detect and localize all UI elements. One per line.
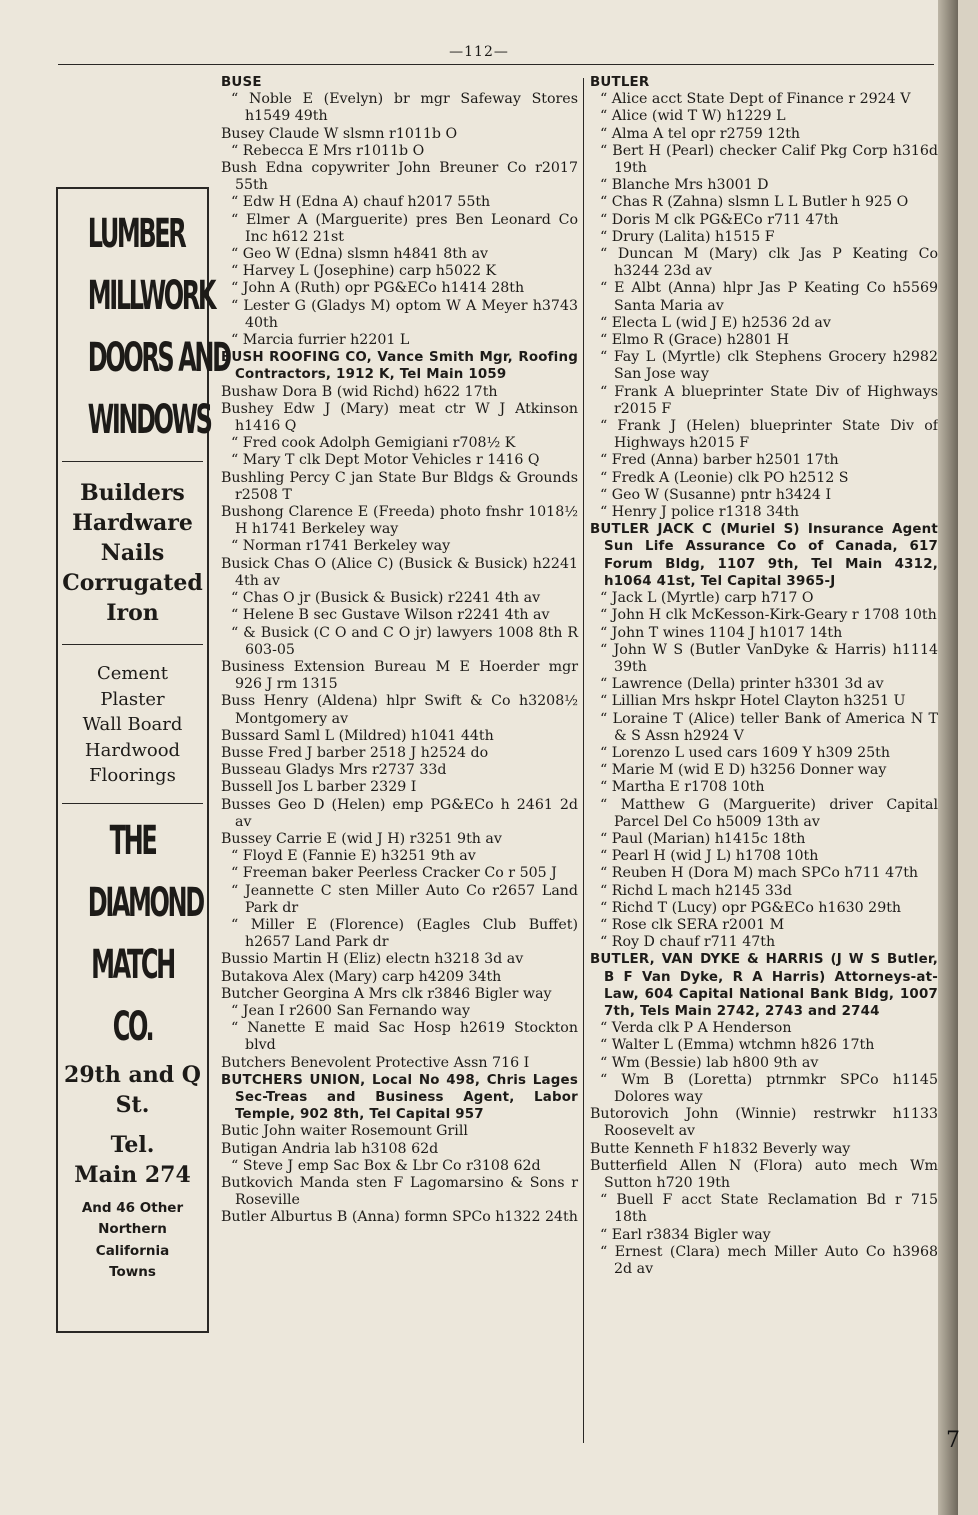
listing-entry: Bussio Martin H (Eliz) electn h3218 3d av bbox=[221, 951, 524, 968]
listing-entry: “ Ernest (Clara) mech Miller Auto Co h3968 2d av bbox=[600, 1243, 938, 1278]
listing-entry: “ Frank A blueprinter State Div of Highways r2015 F bbox=[600, 383, 938, 417]
column-divider bbox=[583, 78, 584, 1443]
listing-entry: “ John H clk McKesson-Kirk-Geary r 1708 10th bbox=[600, 607, 937, 624]
listing-entry: “ Bert H (Pearl) checker Calif Pkg Corp h316d 19th bbox=[600, 142, 938, 177]
ad-material-line: Hardwood bbox=[84, 739, 181, 761]
listing-entry: “ Matthew G (Marguerite) driver Capital Parcel Del Co h5009 13th av bbox=[600, 796, 938, 830]
listing-entry: Butkovich Manda sten F Lagomarsino & Sons r Roseville bbox=[221, 1175, 578, 1209]
listing-entry: “ Henry J police r1318 34th bbox=[600, 504, 800, 521]
listing-entry: “ Geo W (Edna) slsmn h4841 8th av bbox=[231, 246, 489, 263]
listing-entry: Busick Chas O (Alice C) (Busick & Busick) h2241 4th av bbox=[221, 555, 578, 589]
listing-entry: “ Buell F acct State Reclamation Bd r 715 18th bbox=[600, 1192, 938, 1226]
listing-entry: Butte Kenneth F h1832 Beverly way bbox=[590, 1140, 851, 1157]
listing-entry: “ Richd L mach h2145 33d bbox=[600, 882, 792, 899]
listing-entry: “ Helene B sec Gustave Wilson r2241 4th av bbox=[231, 607, 550, 624]
listing-entry: “ Noble E (Evelyn) br mgr Safeway Stores h1549 49th bbox=[231, 91, 578, 125]
listing-entry: “ Fredk A (Leonie) clk PO h2512 S bbox=[600, 469, 849, 486]
listing-entry: Bussard Saml L (Mildred) h1041 44th bbox=[221, 727, 494, 744]
listing-entry: “ Reuben H (Dora M) mach SPCo h711 47th bbox=[600, 865, 919, 882]
ad-phone-line: Tel. bbox=[110, 1131, 155, 1158]
listing-entry: “ Alice acct State Dept of Finance r 2924 V bbox=[600, 91, 911, 108]
listing-entry: Butterfield Allen N (Flora) auto mech Wm Sutton h720 19th bbox=[590, 1157, 938, 1191]
ad-headline-line: DOORS AND bbox=[87, 335, 230, 381]
ad-footer-line: Towns bbox=[109, 1264, 156, 1280]
listing-entry: “ Loraine T (Alice) teller Bank of America N T & S Assn h2924 V bbox=[600, 710, 938, 744]
listing-entry: “ Verda clk P A Henderson bbox=[600, 1020, 792, 1037]
listing-entry: “ Geo W (Susanne) pntr h3424 I bbox=[600, 486, 832, 503]
listing-entry: “ Harvey L (Josephine) carp h5022 K bbox=[231, 263, 497, 280]
listing-entry: “ John A (Ruth) opr PG&ECo h1414 28th bbox=[231, 280, 525, 297]
listing-entry: “ Edw H (Edna A) chauf h2017 55th bbox=[231, 194, 491, 211]
ad-phone-line: Main 274 bbox=[74, 1161, 191, 1188]
ad-phone-block bbox=[58, 1130, 207, 1190]
right-listing-column bbox=[590, 74, 938, 1278]
listing-entry: “ Martha E r1708 10th bbox=[600, 779, 765, 796]
listing-entry: “ Wm (Bessie) lab h800 9th av bbox=[600, 1054, 819, 1071]
ad-hardware-block bbox=[58, 478, 207, 628]
advertisement-box bbox=[56, 187, 230, 1333]
listing-entry: “ Alice (wid T W) h1229 L bbox=[600, 108, 786, 125]
ad-footer-line: California bbox=[95, 1242, 170, 1259]
listing-entry: “ Fay L (Myrtle) clk Stephens Grocery h2982 San Jose way bbox=[600, 349, 938, 383]
ad-footer-block bbox=[58, 1198, 207, 1284]
ad-headline-line: LUMBER bbox=[87, 211, 185, 257]
listing-entry: Bushong Clarence E (Freeda) photo fnshr 1018½ H h1741 Berkeley way bbox=[221, 504, 578, 538]
page-edge-shadow bbox=[938, 0, 958, 1515]
listing-entry: Bushey Edw J (Mary) meat ctr W J Atkinson h1416 Q bbox=[221, 400, 578, 435]
ad-product-line: Hardware bbox=[72, 510, 193, 536]
ad-company-line: MATCH bbox=[91, 941, 174, 988]
listing-entry: Butler Alburtus B (Anna) formn SPCo h1322 24th bbox=[221, 1209, 578, 1226]
ad-divider bbox=[62, 803, 203, 804]
listing-entry: Butorovich John (Winnie) restrwkr h1133 Roosevelt av bbox=[590, 1106, 938, 1140]
ad-lumber-block bbox=[58, 203, 230, 451]
listing-entry: Busey Claude W slsmn r1011b O bbox=[221, 125, 458, 142]
listing-entry: Bushaw Dora B (wid Richd) h622 17th bbox=[221, 383, 498, 400]
ad-address-line: St. bbox=[115, 1091, 150, 1118]
surname-heading: BUTLER bbox=[590, 75, 650, 90]
ad-headline-line: WINDOWS bbox=[87, 397, 211, 443]
page-number: —112— bbox=[449, 44, 509, 60]
listing-entry: “ Wm B (Loretta) ptrnmkr SPCo h1145 Dolores way bbox=[600, 1071, 938, 1105]
ad-company-line: THE bbox=[109, 817, 156, 864]
listing-entry: “ Fred (Anna) barber h2501 17th bbox=[600, 452, 839, 469]
listing-entry: “ Marie M (wid E D) h3256 Donner way bbox=[600, 762, 887, 779]
listing-entry: “ Freeman baker Peerless Cracker Co r 505 J bbox=[231, 865, 557, 882]
listing-entry: “ Jean I r2600 San Fernando way bbox=[231, 1002, 471, 1019]
listing-entry: “ Drury (Lalita) h1515 F bbox=[600, 228, 775, 245]
listing-entry: “ Jack L (Myrtle) carp h717 O bbox=[600, 590, 814, 607]
listing-entry: “ Doris M clk PG&ECo r711 47th bbox=[600, 211, 839, 228]
listing-entry: “ Miller E (Florence) (Eagles Club Buffet) h2657 Land Park dr bbox=[231, 916, 578, 951]
ad-material-line: Wall Board bbox=[82, 714, 183, 735]
listing-entry: “ Lorenzo L used cars 1609 Y h309 25th bbox=[600, 744, 890, 761]
listing-entry: “ Rebecca E Mrs r1011b O bbox=[231, 142, 425, 159]
listing-entry: “ Floyd E (Fannie E) h3251 9th av bbox=[231, 848, 476, 865]
listing-entry: “ Lawrence (Della) printer h3301 3d av bbox=[600, 676, 884, 693]
ad-material-line: Floorings bbox=[89, 765, 176, 786]
ad-headline-line: MILLWORK bbox=[87, 273, 215, 319]
header-rule bbox=[58, 64, 934, 65]
listing-entry: “ John W S (Butler VanDyke & Harris) h1114 39th bbox=[600, 641, 938, 675]
listing-entry: “ Mary T clk Dept Motor Vehicles r 1416 Q bbox=[231, 452, 540, 469]
listing-entry: “ Alma A tel opr r2759 12th bbox=[600, 125, 801, 142]
surname-heading: BUSE bbox=[221, 75, 262, 90]
edge-mark: 7 bbox=[946, 1428, 960, 1453]
listing-entry: “ Earl r3834 Bigler way bbox=[600, 1226, 771, 1243]
listing-entry: “ Rose clk SERA r2001 M bbox=[600, 916, 785, 933]
listing-entry: “ Paul (Marian) h1415c 18th bbox=[600, 830, 806, 847]
listing-entry: “ Fred cook Adolph Gemigiani r708½ K bbox=[231, 435, 516, 452]
listing-entry: Business Extension Bureau M E Hoerder mgr 926 J rm 1315 bbox=[221, 658, 578, 693]
listing-entry: “ Electa L (wid J E) h2536 2d av bbox=[600, 314, 831, 331]
listing-entry: Butigan Andria lab h3108 62d bbox=[221, 1140, 439, 1157]
ad-address-line: 29th and Q bbox=[64, 1061, 201, 1088]
listing-entry: Busses Geo D (Helen) emp PG&ECo h 2461 2d av bbox=[221, 796, 578, 830]
listing-entry: “ Marcia furrier h2201 L bbox=[231, 332, 410, 349]
ad-product-line: Nails bbox=[100, 540, 165, 566]
listing-entry: “ Elmer A (Marguerite) pres Ben Leonard Co Inc h612 21st bbox=[231, 211, 578, 245]
listing-entry: Butcher Georgina A Mrs clk r3846 Bigler way bbox=[221, 985, 552, 1002]
listing-entry: Bussey Carrie E (wid J H) r3251 9th av bbox=[221, 830, 502, 847]
ad-footer-line: And 46 Other bbox=[81, 1199, 184, 1216]
business-listing: BUTLER, VAN DYKE & HARRIS (J W S Butler, B F Van Dyke, R A Harris) Attorneys-at-Law, 604 Capital National Bank Bldg, 1007 7th, Tels Main 2742, 2743 and 2744 bbox=[590, 952, 938, 1019]
listing-entry: “ Frank J (Helen) blueprinter State Div of Highways h2015 F bbox=[600, 418, 938, 452]
listing-entry: “ E Albt (Anna) hlpr Jas P Keating Co h5569 Santa Maria av bbox=[600, 280, 938, 314]
ad-company-line: CO. bbox=[112, 1003, 153, 1050]
ad-company-block bbox=[58, 810, 207, 1058]
listing-entry: “ Richd T (Lucy) opr PG&ECo h1630 29th bbox=[600, 899, 902, 916]
ad-product-line: Corrugated bbox=[62, 570, 203, 596]
ad-product-line: Iron bbox=[106, 600, 159, 626]
listing-entry: Busse Fred J barber 2518 J h2524 do bbox=[221, 744, 489, 761]
ad-company-line: DIAMOND bbox=[87, 879, 203, 926]
listing-entry: “ Roy D chauf r711 47th bbox=[600, 934, 776, 951]
listing-entry: “ Lillian Mrs hskpr Hotel Clayton h3251 U bbox=[600, 693, 906, 710]
ad-material-line: Plaster bbox=[100, 688, 165, 710]
ad-divider bbox=[62, 644, 203, 645]
left-listing-column bbox=[221, 74, 578, 1227]
listing-entry: “ Pearl H (wid J L) h1708 10th bbox=[600, 848, 819, 865]
listing-entry: Bush Edna copywriter John Breuner Co r2017 55th bbox=[221, 160, 578, 194]
business-listing: BUTLER JACK C (Muriel S) Insurance Agent Sun Life Assurance Co of Canada, 617 Forum Bldg, 1107 9th, Tel Main 4312, h1064 41st, Tel Capital 3965-J bbox=[590, 522, 938, 589]
listing-entry: “ Elmo R (Grace) h2801 H bbox=[600, 332, 789, 349]
ad-divider bbox=[62, 461, 203, 462]
listing-entry: “ Walter L (Emma) wtchmn h826 17th bbox=[600, 1037, 875, 1054]
listing-entry: Busseau Gladys Mrs r2737 33d bbox=[221, 762, 447, 779]
listing-entry: Buss Henry (Aldena) hlpr Swift & Co h3208½ Montgomery av bbox=[221, 693, 578, 727]
listing-entry: “ Steve J emp Sac Box & Lbr Co r3108 62d bbox=[231, 1157, 541, 1174]
listing-entry: “ Chas O jr (Busick & Busick) r2241 4th av bbox=[231, 590, 541, 607]
listing-entry: “ Jeannette C sten Miller Auto Co r2657 Land Park dr bbox=[231, 882, 578, 916]
listing-entry: Butic John waiter Rosemount Grill bbox=[221, 1123, 468, 1140]
ad-materials-block bbox=[58, 661, 207, 789]
listing-entry: “ Nanette E maid Sac Hosp h2619 Stockton blvd bbox=[231, 1020, 578, 1054]
ad-product-line: Builders bbox=[80, 480, 185, 506]
listing-entry: Bussell Jos L barber 2329 I bbox=[221, 779, 417, 796]
business-listing: BUTCHERS UNION, Local No 498, Chris Lages Sec-Treas and Business Agent, Labor Temple, 902 8th, Tel Capital 957 bbox=[221, 1072, 578, 1123]
ad-material-line: Cement bbox=[97, 663, 168, 684]
listing-entry: “ Blanche Mrs h3001 D bbox=[600, 177, 769, 194]
listing-entry: “ Norman r1741 Berkeley way bbox=[231, 538, 451, 555]
listing-entry: “ & Busick (C O and C O jr) lawyers 1008 8th R 603-05 bbox=[231, 624, 578, 658]
business-listing: BUSH ROOFING CO, Vance Smith Mgr, Roofing Contractors, 1912 K, Tel Main 1059 bbox=[221, 350, 578, 383]
listing-entry: “ Lester G (Gladys M) optom W A Meyer h3743 40th bbox=[231, 297, 578, 331]
ad-footer-line: Northern bbox=[98, 1221, 167, 1237]
listing-entry: “ Duncan M (Mary) clk Jas P Keating Co h3244 23d av bbox=[600, 246, 938, 280]
listing-entry: “ Chas R (Zahna) slsmn L L Butler h 925 O bbox=[600, 194, 909, 211]
ad-address-block bbox=[58, 1060, 207, 1120]
listing-entry: Butchers Benevolent Protective Assn 716 I bbox=[221, 1054, 530, 1071]
listing-entry: “ John T wines 1104 J h1017 14th bbox=[600, 624, 843, 641]
listing-entry: Bushling Percy C jan State Bur Bldgs & Grounds r2508 T bbox=[221, 469, 578, 503]
listing-entry: Butakova Alex (Mary) carp h4209 34th bbox=[221, 968, 502, 985]
